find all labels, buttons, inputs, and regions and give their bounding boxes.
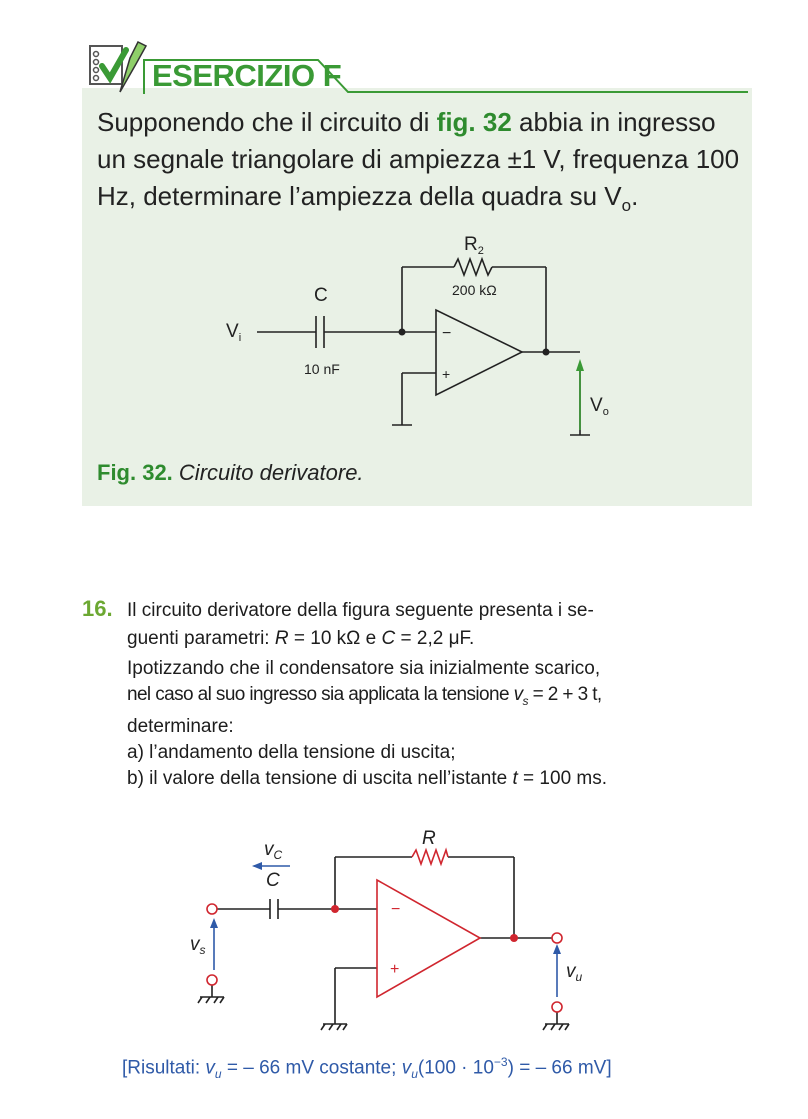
svg-text:vu: $v_u$ [566,961,583,984]
noninverting-input-sign: + [442,366,451,382]
capacitor-label: C [314,285,328,306]
checklist-icon [90,42,146,92]
svg-text:vs: $v_s$ [190,934,206,957]
svg-text:C: C [266,870,280,891]
results-line: [Risultati: $v_u$ = – 66 mV costante; $v_u(100 \cdot 10^{-3})$ = – 66 mV] [122,1055,612,1082]
differentiator-circuit-problem16 [190,822,590,1047]
differentiator-circuit-fig32 [200,225,620,450]
exercise-text: Supponendo che il circuito di fig. 32 abbia in ingresso un segnale triangolare di ampiezza ±1 V, frequenza 100 Hz, determinare l’ampiezza della quadra su $V_o$. [97,107,740,216]
svg-text:Vi: $V_i$ [226,321,242,344]
svg-text:+: + [390,961,400,978]
svg-text:vC: $v_C$ [264,839,283,862]
problem-request: Ipotizzando che il condensatore sia inizialmente scarico, nel caso al suo ingresso sia applicata la tensione $v_s = 2 + 3$ t, determinare: a) l’andamento della tensione di uscita; b) il valore della tensione di uscita nell’istante t = 100 ms. [127,658,608,789]
svg-text:Vo: $V_o$ [590,395,609,418]
problem-number: 16. [82,596,113,621]
resistor-value: 200 kΩ [452,282,497,298]
exercise-title: ESERCIZIO F [152,58,342,93]
svg-text:R: R [422,828,436,849]
inverting-input-sign: − [442,325,452,342]
figure-reference: fig. 32 [436,107,512,137]
svg-text:−: − [391,901,401,918]
svg-text:R2: $R_2$ [464,234,484,257]
capacitor-value: 10 nF [304,361,340,377]
problem-statement: Il circuito derivatore della figura seguente presenta i se- guenti parametri: R = 10 kΩ e C = 2,2 μF. [127,600,594,649]
figure-caption: Fig. 32. Circuito derivatore. [97,460,364,485]
